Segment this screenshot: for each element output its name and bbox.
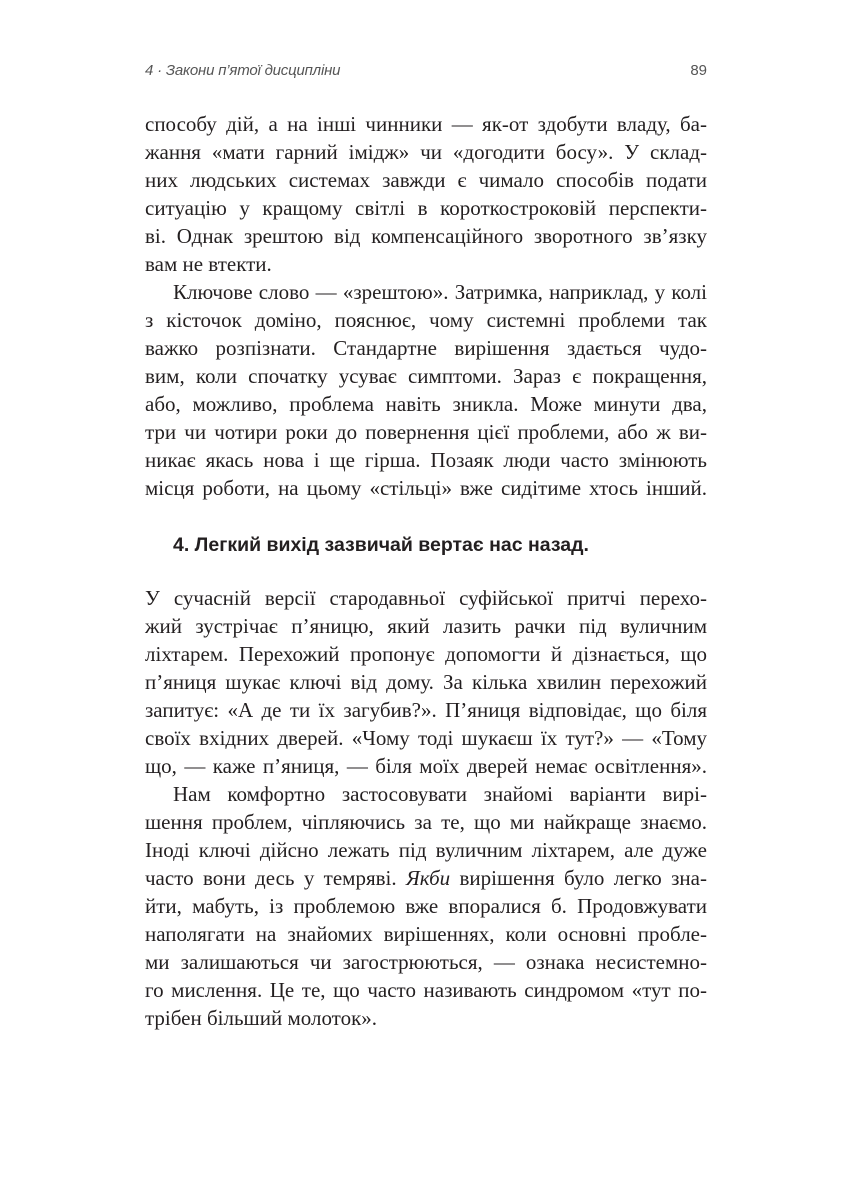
text-line: три чи чотири роки до повернення цієї проблеми, або ж ви- bbox=[145, 420, 707, 444]
page-number: 89 bbox=[690, 62, 707, 79]
text-line: запитує: «А де ти їх загубив?». П’яниця відповідає, що біля bbox=[145, 698, 707, 722]
paragraph-3 bbox=[145, 584, 707, 780]
text-line: важко розпізнати. Стандартне вирішення здається чудо- bbox=[145, 336, 707, 360]
running-head: 4 · Закони п’ятої дисципліни bbox=[145, 62, 341, 79]
paragraph-1 bbox=[145, 110, 707, 278]
text-line: ві. Однак зрештою від компенсаційного зворотного зв’язку bbox=[145, 224, 707, 248]
italic-emphasis: Якби bbox=[405, 866, 451, 890]
paragraph-4 bbox=[145, 780, 707, 1032]
text-line: йти, мабуть, із проблемою вже впоралися б. Продовжувати bbox=[145, 894, 707, 918]
text-line: вим, коли спочатку усуває симптоми. Зараз є покращення, bbox=[145, 364, 707, 388]
text-line: Ключове слово — «зрештою». Затримка, наприклад, у колі bbox=[173, 280, 707, 304]
text-line: трібен більший молоток». bbox=[145, 1006, 378, 1030]
section-heading: 4. Легкий вихід зазвичай вертає нас назад. bbox=[173, 534, 589, 556]
text-line: місця роботи, на цьому «стільці» вже сидітиме хтось інший. bbox=[145, 476, 707, 500]
text-line: Нам комфортно застосовувати знайомі варіанти вирі- bbox=[173, 782, 707, 806]
text-line: вам не втекти. bbox=[145, 252, 272, 276]
text-line: ліхтарем. Перехожий пропонує допомогти й дізнається, що bbox=[145, 642, 707, 666]
text-segment: часто вони десь у темряві. bbox=[145, 866, 406, 890]
text-line: никає якась нова і ще гірша. Позаяк люди часто змінюють bbox=[145, 448, 707, 472]
text-line: жання «мати гарний імідж» чи «догодити босу». У склад- bbox=[145, 140, 707, 164]
text-line: ситуацію у кращому світлі в короткостроковій перспекти- bbox=[145, 196, 707, 220]
text-line: ми залишаються чи загострюються, — ознака несистемно- bbox=[145, 950, 707, 974]
text-line: го мислення. Це те, що часто називають синдромом «тут по- bbox=[145, 978, 707, 1002]
text-line: своїх вхідних дверей. «Чому тоді шукаєш їх тут?» — «Тому bbox=[145, 726, 707, 750]
text-line: Іноді ключі дійсно лежать під вуличним ліхтарем, але дуже bbox=[145, 838, 707, 862]
text-line: жий зустрічає п’яницю, який лазить рачки під вуличним bbox=[145, 614, 707, 638]
text-line bbox=[145, 864, 707, 892]
text-line: або, можливо, проблема навіть зникла. Може минути два, bbox=[145, 392, 707, 416]
text-line: них людських системах завжди є чимало способів подати bbox=[145, 168, 707, 192]
text-line: У сучасній версії стародавньої суфійської притчі перехо- bbox=[145, 586, 707, 610]
text-line: наполягати на знайомих вирішеннях, коли основні пробле- bbox=[145, 922, 707, 946]
text-line: шення проблем, чіпляючись за те, що ми найкраще знаємо. bbox=[145, 810, 707, 834]
text-line: що, — каже п’яниця, — біля моїх дверей немає освітлення». bbox=[145, 754, 707, 778]
text-line: способу дій, а на інші чинники — як-от здобути владу, ба- bbox=[145, 112, 707, 136]
text-line: з кісточок доміно, пояснює, чому системні проблеми так bbox=[145, 308, 707, 332]
text-line: п’яниця шукає ключі від дому. За кілька хвилин перехожий bbox=[145, 670, 707, 694]
paragraph-2 bbox=[145, 278, 707, 502]
text-segment: вирішення було легко зна- bbox=[450, 866, 707, 890]
